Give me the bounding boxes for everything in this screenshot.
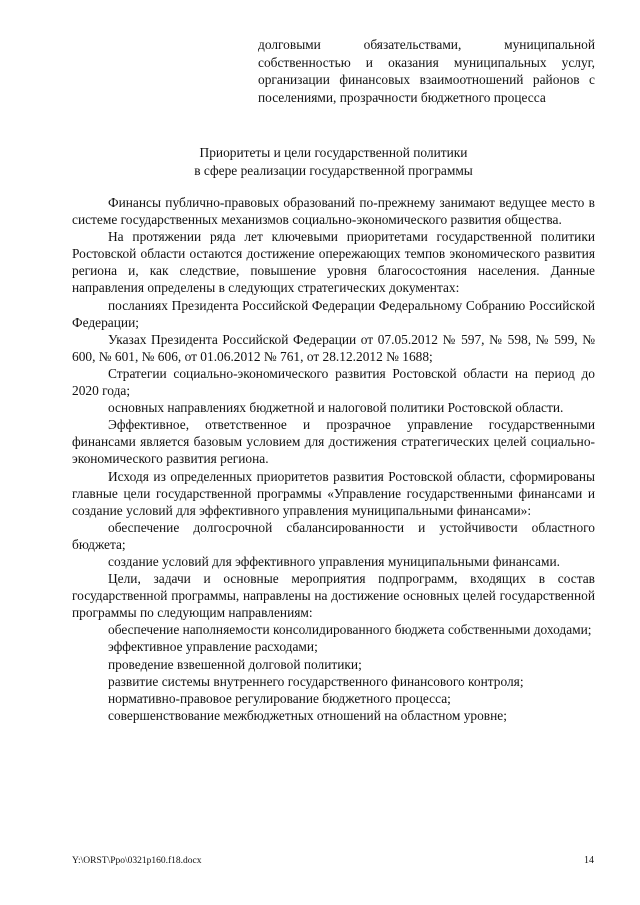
paragraph: развитие системы внутреннего государственного финансового контроля;: [108, 673, 524, 689]
paragraph: создание условий для эффективного управления муниципальными финансами.: [108, 553, 560, 569]
paragraph: нормативно-правовое регулирование бюджетного процесса;: [108, 690, 451, 706]
paragraph: Исходя из определенных приоритетов развития Ростовской области, сформированы главные цели государственной программы «Управление государственными финансами и создание условий для эффективного управления муниципальными финансами»:: [72, 468, 595, 518]
paragraph: обеспечение наполняемости консолидированного бюджета собственными доходами;: [108, 622, 592, 638]
body-text: [72, 194, 595, 724]
paragraph: обеспечение долгосрочной сбалансированности и устойчивости областного бюджета;: [72, 519, 595, 552]
paragraph: совершенствование межбюджетных отношений на областном уровне;: [108, 707, 507, 723]
paragraph: проведение взвешенной долговой политики;: [108, 656, 362, 672]
paragraph: Эффективное, ответственное и прозрачное управление государственными финансами является базовым условием для достижения стратегических целей социально-экономического развития региона.: [72, 417, 595, 467]
paragraph: Стратегии социально-экономического развития Ростовской области на период до 2020 года;: [72, 365, 595, 399]
section-heading-line-1: Приоритеты и цели государственной политики: [199, 145, 468, 160]
page-number: 14: [584, 855, 594, 866]
paragraph: посланиях Президента Российской Федерации Федеральному Собранию Российской Федерации;: [72, 297, 595, 330]
paragraph: основных направлениях бюджетной и налоговой политики Ростовской области.: [108, 400, 564, 416]
paragraph: Цели, задачи и основные мероприятия подпрограмм, входящих в состав государственной программы, направлены на достижение основных целей государственной программы по следующим направлениям:: [72, 571, 595, 621]
section-heading: [72, 144, 595, 179]
paragraph: Указах Президента Российской Федерации от 07.05.2012 № 597, № 598, № 599, № 600, № 601, № 606, от 01.06.2012 № 761, от 28.12.2012 № 1688;: [72, 331, 595, 364]
footer-file-path: Y:\ORST\Ppo\0321p160.f18.docx: [72, 856, 202, 866]
paragraph: На протяжении ряда лет ключевыми приоритетами государственной политики Ростовской области остаются достижение опережающих темпов экономического развития региона и, как следствие, повышение уровня благосостояния населения. Данные направления определены в следующих стратегических документах:: [72, 229, 595, 296]
paragraph: Финансы публично-правовых образований по-прежнему занимают ведущее место в системе государственных механизмов социально-экономического развития общества.: [72, 195, 595, 228]
section-heading-line-2: в сфере реализации государственной программы: [194, 162, 473, 178]
continuation-paragraph: долговыми обязательствами, муниципальной собственностью и оказания муниципальных услуг, организации финансовых взаимоотношений районов с поселениями, прозрачности бюджетного процесса: [258, 37, 595, 105]
paragraph: эффективное управление расходами;: [108, 639, 318, 655]
